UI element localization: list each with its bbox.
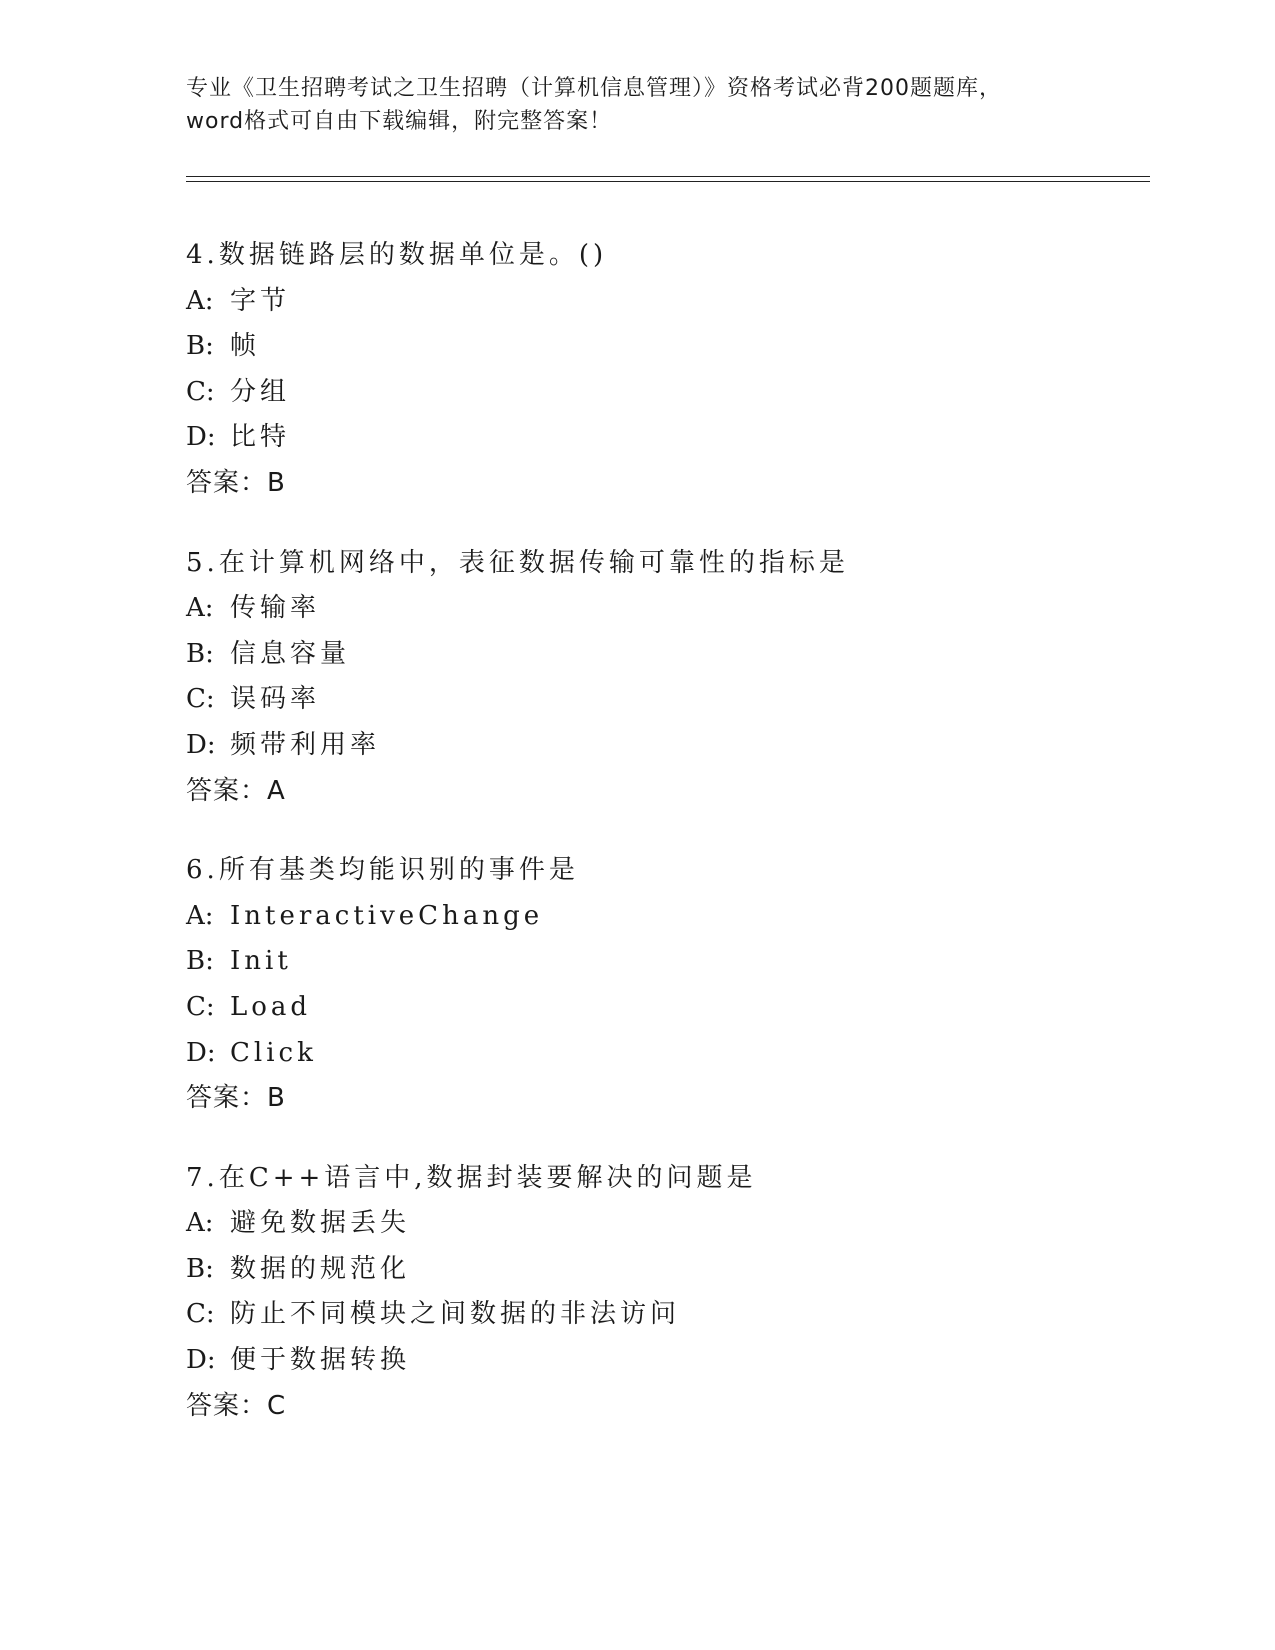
option-a	[186, 1201, 1150, 1247]
question-text: 在C++语言中,数据封装要解决的问题是	[218, 1162, 757, 1193]
option-key: B:	[186, 331, 214, 362]
question-7	[186, 1156, 1150, 1430]
question-stem	[186, 233, 1150, 279]
option-key: A:	[186, 900, 214, 931]
question-number: 5.	[186, 547, 219, 578]
option-text: 误码率	[230, 684, 321, 715]
option-key: C:	[186, 1299, 215, 1330]
option-key: D:	[186, 1345, 216, 1376]
option-text: Click	[230, 1037, 317, 1068]
option-d	[186, 1338, 1150, 1384]
option-c	[186, 677, 1150, 723]
option-key: D:	[186, 729, 216, 760]
header-line-1: 专业《卫生招聘考试之卫生招聘（计算机信息管理）》资格考试必背200题题库，	[186, 76, 1002, 101]
option-b	[186, 1247, 1150, 1293]
option-a	[186, 894, 1150, 940]
option-key: D:	[186, 422, 216, 453]
option-key: A:	[186, 1208, 214, 1239]
option-text: 传输率	[230, 593, 321, 624]
option-c	[186, 985, 1150, 1031]
option-text: 防止不同模块之间数据的非法访问	[230, 1299, 681, 1330]
option-key: D:	[186, 1037, 216, 1068]
answer-line: 答案：B	[186, 1083, 286, 1114]
question-text: 在计算机网络中，表征数据传输可靠性的指标是	[218, 547, 849, 578]
option-key: C:	[186, 376, 215, 407]
answer-line: 答案：A	[186, 775, 286, 806]
option-text: 分组	[230, 376, 291, 407]
question-number: 6.	[186, 855, 219, 886]
option-a	[186, 279, 1150, 325]
header-divider-top	[186, 176, 1150, 177]
question-number: 7.	[186, 1162, 219, 1193]
question-list	[186, 233, 1150, 1463]
option-key: A:	[186, 593, 214, 624]
option-d	[186, 1031, 1150, 1077]
option-text: 信息容量	[230, 638, 351, 669]
question-text: 所有基类均能识别的事件是	[218, 855, 579, 886]
option-key: C:	[186, 991, 215, 1022]
option-c	[186, 370, 1150, 416]
header-divider-bottom	[186, 181, 1150, 182]
option-key: B:	[186, 946, 214, 977]
question-5	[186, 541, 1150, 815]
question-6	[186, 848, 1150, 1122]
option-text: Init	[230, 946, 292, 977]
option-c	[186, 1292, 1150, 1338]
option-text: InteractiveChange	[230, 900, 544, 931]
answer-line: 答案：B	[186, 467, 286, 498]
option-key: B:	[186, 1253, 214, 1284]
question-4	[186, 233, 1150, 507]
option-text: 便于数据转换	[230, 1345, 411, 1376]
option-a	[186, 586, 1150, 632]
option-text: Load	[230, 991, 312, 1022]
option-b	[186, 632, 1150, 678]
question-number: 4.	[186, 240, 219, 270]
option-b	[186, 939, 1150, 985]
question-stem	[186, 541, 1150, 587]
option-key: C:	[186, 684, 215, 715]
answer-line: 答案：C	[186, 1390, 287, 1421]
option-d	[186, 415, 1150, 461]
option-d	[186, 723, 1150, 769]
question-stem	[186, 1156, 1150, 1202]
document-header	[186, 72, 1086, 138]
option-text: 频带利用率	[230, 729, 381, 760]
option-text: 帧	[230, 331, 261, 362]
option-text: 比特	[230, 422, 291, 453]
option-text: 避免数据丢失	[230, 1208, 411, 1239]
option-key: A:	[186, 285, 214, 316]
question-text: 数据链路层的数据单位是。()	[218, 240, 608, 270]
option-text: 数据的规范化	[230, 1253, 411, 1284]
option-key: B:	[186, 638, 214, 669]
header-line-2: word格式可自由下载编辑，附完整答案！	[186, 109, 613, 134]
option-text: 字节	[230, 285, 291, 316]
option-b	[186, 324, 1150, 370]
question-stem	[186, 848, 1150, 894]
